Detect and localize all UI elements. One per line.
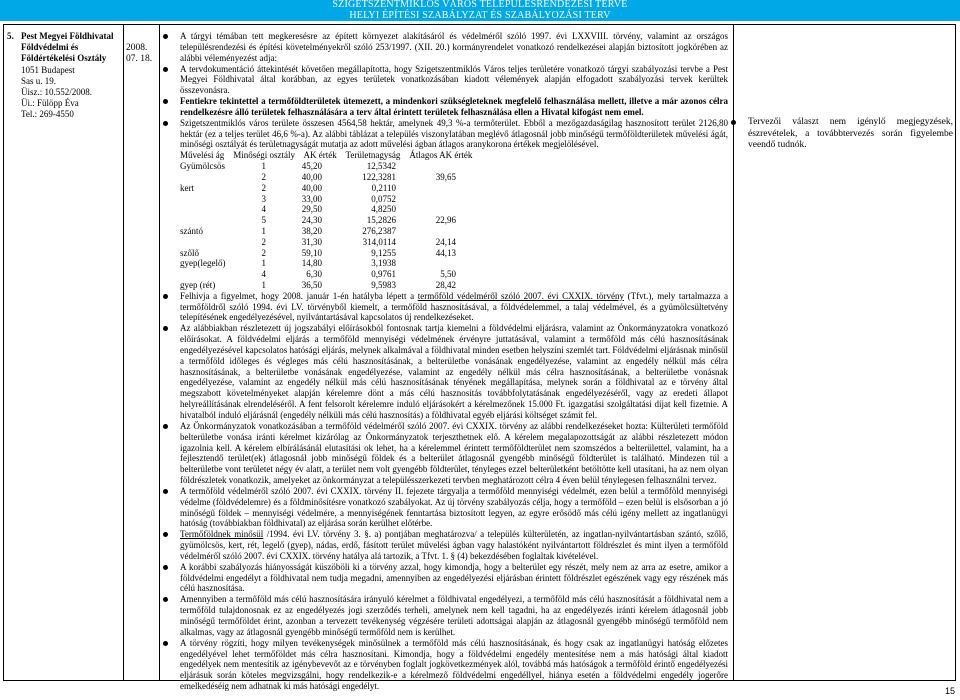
table-cell: 1 (261, 225, 266, 236)
date-column (126, 43, 162, 65)
bullet-icon (163, 294, 168, 299)
date-year: 2008. (126, 43, 148, 53)
comment-column (738, 117, 953, 152)
table-cell: 28,42 (435, 279, 456, 290)
table-cell: 1 (261, 161, 266, 172)
land-quality-table (180, 161, 456, 291)
bullet-icon (163, 121, 168, 126)
org-address: Sas u. 19. (21, 75, 57, 86)
org-phone: Tel.: 269-4550 (21, 109, 74, 120)
org-dept: Földértékelési Osztály (21, 53, 107, 64)
paragraph: A törvény rögzíti, hogy milyen tevékenységek minősülnek a termőföld más célú hasznosításának, és hogy csak az ingatlanügyi hatóság előzetes engedélyével lehet termőföldet más célra hasznosítani. Kimondja, hogy a földvédelmi engedély mentesítése nem a más hatósági által kiadott engedélyek nem mentesítik az igénybevevőt az e törvényben foglalt jogkövetkezmények alól, továbbá más hatóságok a termőföld érintő engedélyezési eljárásuk során köteles megvizsgálni, hogy rendelkezik-e a kérelmező földvédelmi engedéllyel, hiánya esetén a földvédelmi engedély jogerőre emelkedéséig nem adhatnak ki más hatósági engedélyt. (170, 638, 728, 692)
table-cell: szántó (180, 225, 203, 236)
table-cell: 2 (261, 247, 266, 258)
table-cell: szőlő (180, 247, 199, 258)
page-number: 15 (944, 686, 955, 696)
bullet-icon (731, 120, 736, 125)
table-row (180, 161, 456, 172)
column-divider (159, 24, 160, 681)
table-row (180, 248, 456, 259)
table-cell: 5,50 (440, 269, 456, 280)
table-row (180, 194, 456, 205)
table-cell: 314,0114 (362, 236, 396, 247)
table-cell: 44,13 (435, 247, 456, 258)
org-contact: Üi.: Fülöpp Éva (21, 98, 79, 109)
table-cell: 9,5983 (371, 279, 396, 290)
table-cell: 33,00 (301, 193, 322, 204)
table-cell: 36,50 (301, 279, 322, 290)
table-cell: 9,1255 (371, 247, 396, 258)
planner-comment: Tervezői választ nem igénylő megjegyzések, észrevételek, a továbbtervezés során figyelembe veendő tudnók. (738, 117, 953, 152)
table-row (180, 269, 456, 280)
table-cell: 3,1938 (371, 258, 396, 269)
table-cell: 6,30 (306, 269, 322, 280)
table-cell: 31,30 (301, 236, 322, 247)
table-cell: 29,50 (301, 204, 322, 215)
table-cell (396, 183, 456, 194)
paragraph: Fentiekre tekintettel a termőföldterületek ütemezett, a mindenkori szükségleteknek megfelelő felhasználása mellett, illetve a már azonos célra rendelkezésre álló területek felhasználására a terv által érintett területek felhasználása ellen a Hivatal kifogást nem emel. (170, 96, 728, 118)
table-cell (180, 194, 233, 205)
paragraph: Az Önkormányzatok vonatkozásában a termőföld védelméről szóló 2007. évi CXXIX. törvény az alábbi rendelkezéseket hozta: Külterületi termőföld belterületbe vonása iránti kérelmet kizárólag az Önkormányzatok terjeszthetnek elő. A kérelem megalapozottságát az alábbi részletezett módon igazolnia kell. A kérelem elbírálásánál elutasítási ok lehet, ha a kérelemmel érintett termőföldterület nem szomszédos a belterülettel, valamint, ha a fejlesztendő terület(ek) átlagosnál jobb minőségű földek és a belterület átlagosnál gyengébb minőségű földterület is található. Mindezen túl a belterületbe vont területet négy év alatt, a terület nem volt gyengébb földterület, tényleges ezzel belterületként betöltötte kell utasítani, ha az nem olyan földrészletek vonatkozik, amelyeket az önkormányzat a településszerkezeti tervben meghatározott célra 4 éven belül ténylegesen felhasználni tervez. (170, 421, 728, 486)
table-row (180, 172, 456, 183)
bullet-icon (163, 34, 168, 39)
header-subtitle: HELYI ÉPÍTÉSI SZABÁLYZAT ÉS SZABÁLYOZÁSI TERV (349, 9, 611, 21)
table-cell: kert (180, 182, 194, 193)
bullet-icon (163, 565, 168, 570)
table-cell (396, 226, 456, 237)
table-cell: 40,00 (301, 171, 322, 182)
table-cell: 4 (261, 204, 266, 215)
table-cell (180, 204, 233, 215)
org-reference: Üisz.: 10.552/2008. (21, 87, 92, 98)
table-cell: 4 (261, 269, 266, 280)
table-row (180, 215, 456, 226)
paragraph: Amennyiben a termőföld más célú hasznosítására irányuló kérelmet a földhivatal engedélyezi, a termőföld más célú hasznosítását a földhivatal nem a termőföld tulajdonosnak ez az engedélyezés jogi szerződés terheli, amelynek nem kell tagadni, ha az engedélyezés iránti kérelem átlagosnál jobb minőségű termőföldet érint, azonban a tervezett tevékenység végzésére területi adottságai alapján az átlagosnál gyengébb minőségű termőföld nem alkalmas, vagy az átlagosnál gyengébb minőségű termőföld nem is kerülhet. (170, 594, 728, 637)
table-cell (396, 204, 456, 215)
paragraph: Az alábbiakban részletezett új jogszabályi előírásokból fontosnak tartja kiemelni a földvédelmi eljárásra, valamint az Önkormányzatokra vonatkozó előírásokat. A földvédelmi eljárás a termőföld mennyiségi védelmének érvényre juttatásával, valamint a termőföld más célú hasznosításának engedélyezésével kapcsolatos hatósági eljárás, melynek alkalmával a földhivatal minden esetben helyszíni szemlét tart. Földvédelmi eljárásnak minősül a termőföld időleges és végleges más célú hasznosításának, a belterületbe vonásának engedélyezése, valamint az engedély nélkül más célra hasznosításának, a belterületbe vonásának engedélyezése, valamint az engedély nélkül más célra hasznosításának, a belterületbe vonásnak engedélyezése, valamint az engedély nélkül más célú hasznosításának tényének megállapítása, melynek során a földhivatal az e törvény által megszabott követelményeket alapján kérelemre dönt a más célú hasznosítás továbbfolytatásának engedélyezéséről, vagy az eredeti állapot helyreállításának elrendeléséről. A fent felsorolt kérelemre induló eljárásokért a kérelmezőnek 15.000 Ft. igazgatási szolgáltatási díjat kell fizetnie. A hivatalból induló eljárásnál (engedély nélküli más célú hasznosítás) a földhivatal egyéb eljárási költséget számít fel. (170, 323, 728, 421)
table-cell: 122,3281 (362, 171, 396, 182)
column-divider (123, 24, 124, 681)
table-cell: 14,80 (301, 258, 322, 269)
paragraph: A korábbi szabályozás hiányosságát küszöböli ki a törvény azzal, hogy kimondja, hogy a belterület egy részét, mely nem az arra az esetre, amikor a földvédelmi engedélyt a földhivatal nem tudja megadni, amennyiben az engedélyezési eljárásban érintett földrészlet egészének vagy egy részének más célú hasznosítása. (170, 562, 728, 595)
table-cell: 39,65 (435, 171, 456, 182)
paragraph: Szigetszentmiklós város területe összesen 4564,58 hektár, amelynek 49,3 %-a termőterület. Ebből a mezőgazdaságilag hasznosított terület 2126,80 hektár (ez a teljes terület 46,6 %-a). Az alábbi táblázat a település viszonylatában meglévő átlagosnál jobb minőségű termőföldterületek művelési ágát, minőségi osztályát és területnagyságát mutatja az adott művelési ágban átlagos aranykorona értékek megjelölésével. (170, 118, 728, 151)
date-day: 07. 18. (126, 54, 153, 65)
table-row (180, 226, 456, 237)
paragraph: A termőföld védelméről szóló 2007. évi CXXIX. törvény II. fejezete tárgyalja a termőföld mennyiségi védelmét, ezen belül a termőföld mennyiségi védelme (földvédelemre) és a földminősítésre vonatkozó szabályokat. Az új törvény szabályozás célja, hogy a termőföld – ezen belül is elsősorban a jó minőségű földek – mennyiségi védelmére, a mennyiségének fenntartása biztosított legyen, az egyre erősödő más célú igény mellett az ingatlanügyi hatóság (továbbiakban földhivatal) az eljárása során kerülhet előtérbe. (170, 486, 728, 529)
table-cell: 59,10 (301, 247, 322, 258)
org-name: Pest Megyei Földhivatal (21, 31, 114, 41)
table-cell (180, 215, 233, 226)
bullet-icon (163, 489, 168, 494)
table-cell: 4,8250 (371, 204, 396, 215)
bullet-icon (163, 67, 168, 72)
table-cell: 40,00 (301, 182, 322, 193)
sender-info (21, 31, 121, 121)
table-cell (396, 161, 456, 172)
table-cell: 22,96 (435, 215, 456, 226)
table-cell: 0,2110 (371, 182, 396, 193)
document-header (0, 0, 960, 21)
bullet-icon (163, 641, 168, 646)
table-cell: 2 (261, 236, 266, 247)
table-cell: 2 (261, 182, 266, 193)
paragraph: A tervdokumentáció áttekintését követően megállapította, hogy Szigetszentmiklós Város teljes területére vonatkozó tárgyi szabályozási tervbe a Pest Megyei Földhivatal által korábban, az egyes területek vonatkozásában kiadott vélemények alapján elfogadott szabályozási tervek kerültek összevonásra. (170, 64, 728, 97)
table-row (180, 183, 456, 194)
table-row (180, 237, 456, 248)
table-cell (180, 269, 233, 280)
table-cell: 1 (261, 258, 266, 269)
table-cell: gyep(legelő) (180, 258, 226, 269)
table-cell: 5 (261, 215, 266, 226)
table-cell: gyep (rét) (180, 279, 216, 290)
org-address: 1051 Budapest (21, 64, 75, 75)
table-cell: 0,0752 (371, 193, 396, 204)
table-cell: 0,9761 (371, 269, 396, 280)
bullet-icon (163, 424, 168, 429)
table-row (180, 280, 456, 291)
table-cell: 24,14 (435, 236, 456, 247)
table-cell (396, 258, 456, 269)
table-cell: 1 (261, 279, 266, 290)
table-row (180, 204, 456, 215)
content-column (170, 31, 728, 692)
paragraph: A tárgyi témában tett megkeresésre az épített környezet alakításáról és védelméről szóló 1997. évi LXXVIII. törvény, valamint az országos településrendezési és építési követelményekről szóló 253/1997. (XII. 20.) kormányrendelet vonatkozó rendelkezései alapján biztosított jogkörében az alábbi véleményezést adja: (170, 31, 728, 64)
table-cell: 3 (261, 193, 266, 204)
table-cell: 24,30 (301, 215, 322, 226)
org-dept: Földvédelmi és (21, 42, 79, 53)
header-title: SZIGETSZENTMIKLÓS VÁROS TELEPÜLÉSRENDEZÉSI TERVE (332, 0, 628, 10)
table-header: Művelési ág Minőségi osztály AK érték Területnagyság Átlagos AK érték (180, 150, 473, 161)
table-cell: 38,20 (301, 225, 322, 236)
table-cell: 276,2387 (362, 225, 396, 236)
row-number: 5. (7, 31, 14, 41)
table-row (180, 258, 456, 269)
paragraph: Termőföldnek minősül /1994. évi LV. törvény 3. §. a) pontjában meghatározva/ a település külterületén, az ingatlan-nyilvántartásban szántó, szőlő, gyümölcsös, kert, rét, legelő (gyep), nádas, erdő, fásított terület művelési ágban vagy halastóként nyilvántartott földrészlet és mint ilyen a termőföld védelméről szóló 2007. évi CXXIX. törvény hatálya alá tartozik, a Tfvt. 1. § (4) bekezdésében foglaltak kivételével. (170, 529, 728, 562)
table-cell: Gyümölcsös (180, 161, 225, 172)
law-reference-link: termőföld védelméről szóló 2007. évi CXXIX. törvény (417, 290, 624, 301)
table-cell (396, 194, 456, 205)
table-cell: 15,2826 (366, 215, 396, 226)
paragraph: Felhívja a figyelmet, hogy 2008. január 1-én hatályba lépett a termőföld védelméről szóló 2007. évi CXXIX. törvény (Tfvt.), mely tartalmazza a termőföldről szóló 1994. évi LV. törvényből kiemelt, a termőföld hasznosításával, a földvédelemmel, a talaj védelmével, és a gyümölcsültetvény telepítésének engedélyezésével, nyilvántartásával kapcsolatos új rendelkezéseket. (170, 291, 728, 324)
table-cell (180, 237, 233, 248)
table-cell: 2 (261, 171, 266, 182)
table-cell (180, 172, 233, 183)
table-cell: 12,5342 (366, 161, 396, 172)
table-cell: 45,20 (301, 161, 322, 172)
